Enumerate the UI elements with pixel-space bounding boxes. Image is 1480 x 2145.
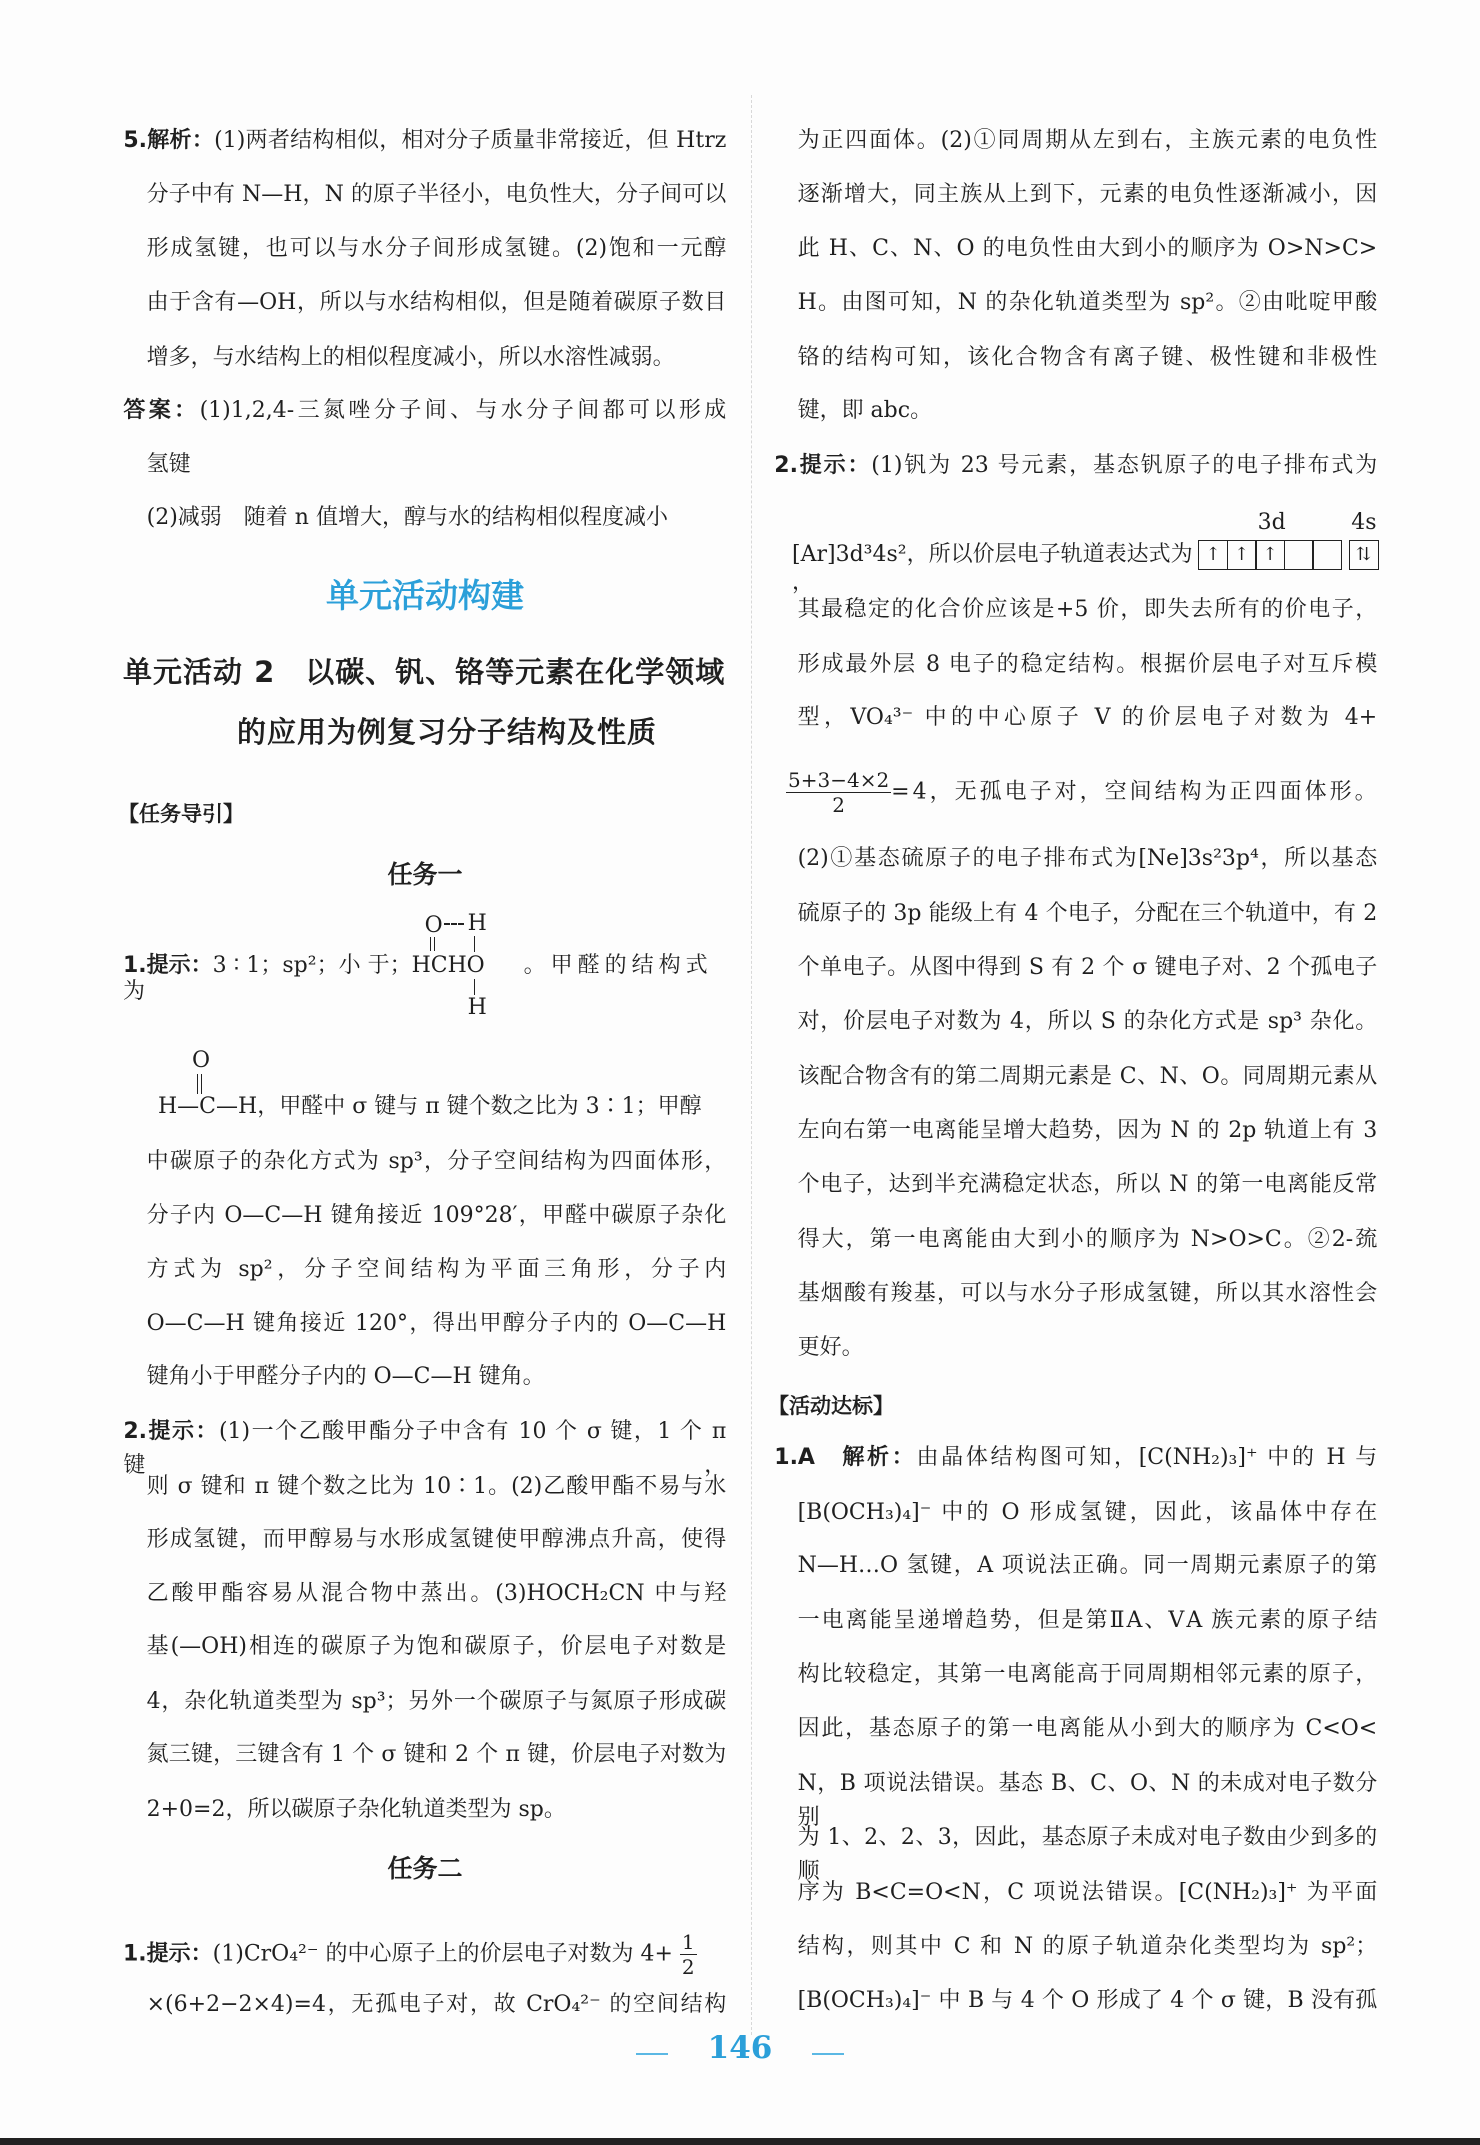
line-text: 氮三键，三键含有 1 个 σ 键和 2 个 π 键，价层电子对数为 <box>146 1742 727 1768</box>
line-text: H。由图可知，N 的杂化轨道类型为 sp²。②由吡啶甲酸 <box>797 289 1378 315</box>
text-line <box>147 1738 727 1772</box>
o-label: O <box>466 953 485 978</box>
fraction-numerator: 5+3−4×2 <box>788 768 890 792</box>
text-line <box>798 1331 1378 1365</box>
formaldehyde-structure <box>158 1048 257 1120</box>
text-line <box>798 593 1378 627</box>
page-dash <box>812 2053 844 2055</box>
o-label: O <box>192 1048 211 1073</box>
line-text: 得大，第一电离能由大到小的顺序为 N>O>C。②2-巯 <box>797 1227 1378 1253</box>
double-bond <box>197 1074 202 1094</box>
h-label: H <box>467 995 487 1020</box>
text-line <box>774 449 1377 483</box>
orbital-box-3d: ↑ <box>1227 540 1257 570</box>
line-text: 为正四面体。(2)①同周期从左到右，主族元素的电负性 <box>797 128 1378 154</box>
text-line <box>798 648 1378 682</box>
line-text: O—C—H 键角接近 120°，得出甲醇分子内的 O—C—H <box>146 1310 727 1336</box>
text-line <box>147 1685 727 1719</box>
o-label: O <box>424 913 443 938</box>
text-line <box>798 232 1378 266</box>
line-text: 乙酸甲酯容易从混合物中蒸出。(3)HOCH₂CN 中与羟 <box>146 1580 727 1606</box>
h-label: H <box>467 911 487 936</box>
text-line <box>147 341 727 375</box>
line-text: 左向右第一电离能呈增大趋势，因为 N 的 2p 轨道上有 3 <box>797 1117 1378 1143</box>
text-line <box>147 501 727 535</box>
line-text: (1)两者结构相似，相对分子质量非常接近，但 Htrz <box>214 128 727 154</box>
line-text: 则 σ 键和 π 键个数之比为 10∶1。(2)乙酸甲酯不易与水 <box>146 1473 727 1499</box>
line-text: 形成氢键，也可以与水分子间形成氢键。(2)饱和一元醇 <box>146 236 727 262</box>
line-text: 更好。 <box>797 1335 864 1361</box>
line-text: 型，VO₄³⁻ 中的中心原子 V 的价层电子对数为 4+ <box>797 705 1378 731</box>
activity-heading: 【活动达标】 <box>768 1394 894 1418</box>
text-line <box>798 1005 1378 1039</box>
text-line <box>123 124 726 158</box>
line-text: (2)减弱 随着 n 值增大，醇与水的结构相似程度减小 <box>146 505 668 530</box>
formaldehyde-structure-line <box>158 1048 726 1120</box>
text-line <box>147 1253 727 1287</box>
hint-cr-line <box>123 1930 726 1979</box>
orbital-box-3d: ↑ <box>1198 540 1228 570</box>
text-line <box>147 286 727 320</box>
text-line <box>798 1876 1378 1910</box>
line-text: 氢键 <box>146 451 191 477</box>
text-line <box>797 1821 1378 1884</box>
line-text: 键角小于甲醛分子内的 O—C—H 键角。 <box>146 1364 545 1390</box>
line-text: (2)①基态硫原子的电子排布式为[Ne]3s²3p⁴，所以基态 <box>797 846 1378 872</box>
text-line <box>798 1060 1378 1094</box>
text-line <box>798 178 1378 212</box>
hint-1-text: 3 ∶ 1；sp²；小 于； <box>212 953 412 978</box>
line-text: 个单电子。从图中得到 S 有 2 个 σ 键电子对、2 个孤电子 <box>797 954 1378 980</box>
text-line <box>147 1577 727 1611</box>
line-text: 个电子，达到半充满稳定状态，所以 N 的第一电离能反常 <box>797 1172 1378 1198</box>
orbital-end: ， <box>792 570 815 595</box>
orbital-box-4s: ⇅ <box>1349 540 1379 570</box>
orbital-diagram <box>1200 510 1379 570</box>
fraction-text: =4，无孤电子对，空间结构为正四面体形。 <box>891 779 1380 805</box>
line-text: 方式为 sp²，分子空间结构为平面三角形，分子内 <box>146 1257 727 1283</box>
line-text: 键，即 abc。 <box>797 398 933 424</box>
hint-cr-text: (1)CrO₄²⁻ 的中心原子上的价层电子对数为 4+ <box>212 1941 673 1967</box>
item-label: 2.提示： <box>123 1419 219 1445</box>
task-2-heading: 任务二 <box>387 1854 463 1883</box>
text-line <box>798 286 1378 320</box>
line-text: 因此，基态原子的第一电离能从小到大的顺序为 C<O< <box>797 1716 1378 1742</box>
orbital-box-3d <box>1312 540 1342 570</box>
text-line <box>798 951 1378 985</box>
hint-1-text-end: 。甲醛的结构式为 <box>123 953 713 1004</box>
unit-title-line-1: 单元活动 2 以碳、钒、铬等元素在化学领域 <box>123 655 726 689</box>
line-text: [B(OCH₃)₄]⁻ 中的 O 形成氢键，因此，该晶体中存在 <box>797 1499 1378 1525</box>
orbital-box-3d: ↑ <box>1255 540 1285 570</box>
text-line <box>798 341 1378 375</box>
line-text: 形成最外层 8 电子的稳定结构。根据价层电子对互斥模 <box>797 651 1378 677</box>
text-line <box>123 1415 727 1479</box>
line-text: 此 H、C、N、O 的电负性由大到小的顺序为 O>N>C> <box>797 236 1378 262</box>
text-line <box>147 232 727 266</box>
line-text: 逐渐增大，同主族从上到下，元素的电负性逐渐减小，因 <box>797 181 1378 207</box>
text-line <box>147 1360 727 1394</box>
line-text: 序为 B<C=O<N，C 项说法错误。[C(NH₂)₃]⁺ 为平面 <box>797 1879 1378 1905</box>
text-line <box>798 394 1378 428</box>
text-line <box>798 1277 1378 1311</box>
page-number <box>0 2030 1480 2066</box>
text-line <box>147 1307 727 1341</box>
hint-1-line <box>123 911 726 1033</box>
text-line <box>123 394 726 428</box>
line-text: 增多，与水结构上的相似程度减小，所以水溶性减弱。 <box>146 344 675 370</box>
line-text: 分子中有 N—H，N 的原子半径小，电负性大，分子间可以 <box>146 181 727 207</box>
single-bond <box>474 936 475 952</box>
section-heading: 单元活动构建 <box>326 576 524 615</box>
line-text: 硫原子的 3p 能级上有 4 个电子，分配在三个轨道中，有 2 <box>797 901 1378 927</box>
text-line <box>798 1223 1378 1257</box>
text-line <box>798 701 1378 735</box>
item-label: 5.解析： <box>123 128 215 154</box>
line-text: 分子内 O—C—H 键角接近 109°28′，甲醛中碳原子杂化 <box>146 1202 727 1228</box>
line-text: 构比较稳定，其第一电离能高于同周期相邻元素的原子， <box>797 1661 1378 1687</box>
text-line <box>798 1984 1378 2018</box>
line-text: (1)钒为 23 号元素，基态钒原子的电子排布式为 <box>871 452 1378 478</box>
label-4s: 4s <box>1351 510 1377 535</box>
fraction-denominator: 2 <box>832 793 845 817</box>
line-text: 该配合物含有的第二周期元素是 C、N、O。同周期元素从 <box>797 1064 1378 1090</box>
task-1-heading: 任务一 <box>387 860 463 889</box>
orbital-box-3d <box>1284 540 1314 570</box>
text-line <box>147 1470 727 1504</box>
text-line <box>147 1145 727 1179</box>
line-text: 中碳原子的杂化方式为 sp³，分子空间结构为四面体形， <box>146 1149 727 1175</box>
line-text: 2+0=2，所以碳原子杂化轨道类型为 sp。 <box>146 1797 566 1823</box>
text-line <box>798 1658 1378 1692</box>
text-line <box>798 1604 1378 1638</box>
hch-label: HCH <box>411 953 467 978</box>
line-text: 为 1、2、2、3，因此，基态原子未成对电子数由少到多的顺 <box>797 1824 1378 1884</box>
fraction <box>786 768 891 817</box>
fraction-numerator: 1 <box>681 1930 695 1954</box>
fraction-denominator: 2 <box>681 1955 695 1979</box>
methanal-methanol-structure <box>411 911 524 1020</box>
text-line <box>147 178 727 212</box>
text-line <box>774 1441 1377 1475</box>
line-text: 结构，则其中 C 和 N 的原子轨道杂化类型均为 sp²； <box>797 1934 1378 1960</box>
task-guide-heading: 【任务导引】 <box>118 802 244 826</box>
text-line <box>147 1793 727 1827</box>
text-line <box>147 1523 727 1557</box>
line-text: (1)一个乙酸甲酯分子中含有 10 个 σ 键，1 个 π 键， <box>123 1419 727 1479</box>
label-3d: 3d <box>1257 510 1286 535</box>
line-text: 铬的结构可知，该化合物含有离子键、极性键和非极性 <box>797 344 1378 370</box>
line-text: 4，杂化轨道类型为 sp³；另外一个碳原子与氮原子形成碳 <box>146 1689 727 1715</box>
text-line <box>798 1168 1378 1202</box>
text-line <box>147 448 727 482</box>
item-label: 1.A 解析： <box>774 1445 917 1471</box>
scan-edge <box>0 2138 1480 2145</box>
line-text: N—H…O 氢键，A 项说法正确。同一周期元素原子的第 <box>797 1553 1378 1579</box>
text-line <box>798 1712 1378 1746</box>
text-line <box>798 1496 1378 1530</box>
text-line <box>798 1114 1378 1148</box>
text-line <box>147 1630 727 1664</box>
text-line <box>798 1930 1378 1964</box>
item-label: 2.提示： <box>774 452 872 478</box>
line-text: N，B 项说法错误。基态 B、C、O、N 的未成对电子数分别 <box>797 1771 1378 1831</box>
line-text: 一电离能呈递增趋势，但是第ⅡA、ⅤA 族元素的原子结 <box>797 1608 1378 1634</box>
line-text: 对，价层电子对数为 4，所以 S 的杂化方式是 sp³ 杂化。 <box>797 1009 1378 1035</box>
text-line <box>798 842 1378 876</box>
line-text: 形成氢键，而甲醇易与水形成氢键使甲醇沸点升高，使得 <box>146 1527 727 1553</box>
orbital-text: [Ar]3d³4s²，所以价层电子轨道表达式为 <box>792 542 1193 567</box>
text-line <box>147 1988 727 2022</box>
text-line <box>798 897 1378 931</box>
line-text: 基烟酸有羧基，可以与水分子形成氢键，所以其水溶性会 <box>797 1280 1378 1306</box>
fraction <box>680 1930 697 1979</box>
line-text: (1)1,2,4-三氮唑分子间、与水分子间都可以形成 <box>199 398 727 424</box>
unit-title-line-2: 的应用为例复习分子结构及性质 <box>237 715 658 749</box>
page-number-text: 146 <box>707 2030 773 2066</box>
formaldehyde-text: ，甲醛中 σ 键与 π 键个数之比为 3∶1；甲醇 <box>257 1094 702 1119</box>
line-text: 基(—OH)相连的碳原子为饱和碳原子，价层电子对数是 <box>146 1634 727 1660</box>
single-bond <box>474 979 475 995</box>
line-text: [B(OCH₃)₄]⁻ 中 B 与 4 个 O 形成了 4 个 σ 键，B 没有孤 <box>797 1987 1378 2013</box>
h-c-h-label: H—C—H <box>158 1094 258 1119</box>
text-line <box>798 1549 1378 1583</box>
line-text: 其最稳定的化合价应该是+5 价，即失去所有的价电子， <box>797 596 1378 622</box>
hint-cr-prefix: 1.提示： <box>123 1941 213 1967</box>
line-text: ×(6+2−2×4)=4，无孤电子对，故 CrO₄²⁻ 的空间结构 <box>146 1991 727 2017</box>
page-dash <box>636 2053 668 2055</box>
hint-1-prefix: 1.提示： <box>123 953 213 978</box>
line-text: 由于含有—OH，所以与水结构相似，但是随着碳原子数目 <box>146 289 727 315</box>
item-label: 答案： <box>123 398 200 424</box>
text-line <box>147 1199 727 1233</box>
hydrogen-bond <box>444 923 464 925</box>
orbital-line <box>792 510 1392 596</box>
text-line <box>798 124 1378 158</box>
double-bond <box>430 937 435 951</box>
column-divider <box>751 95 752 2035</box>
text-line <box>797 1767 1378 1831</box>
fraction-line <box>786 768 1386 817</box>
line-text: 由晶体结构图可知，[C(NH₂)₃]⁺ 中的 H 与 <box>916 1445 1378 1471</box>
